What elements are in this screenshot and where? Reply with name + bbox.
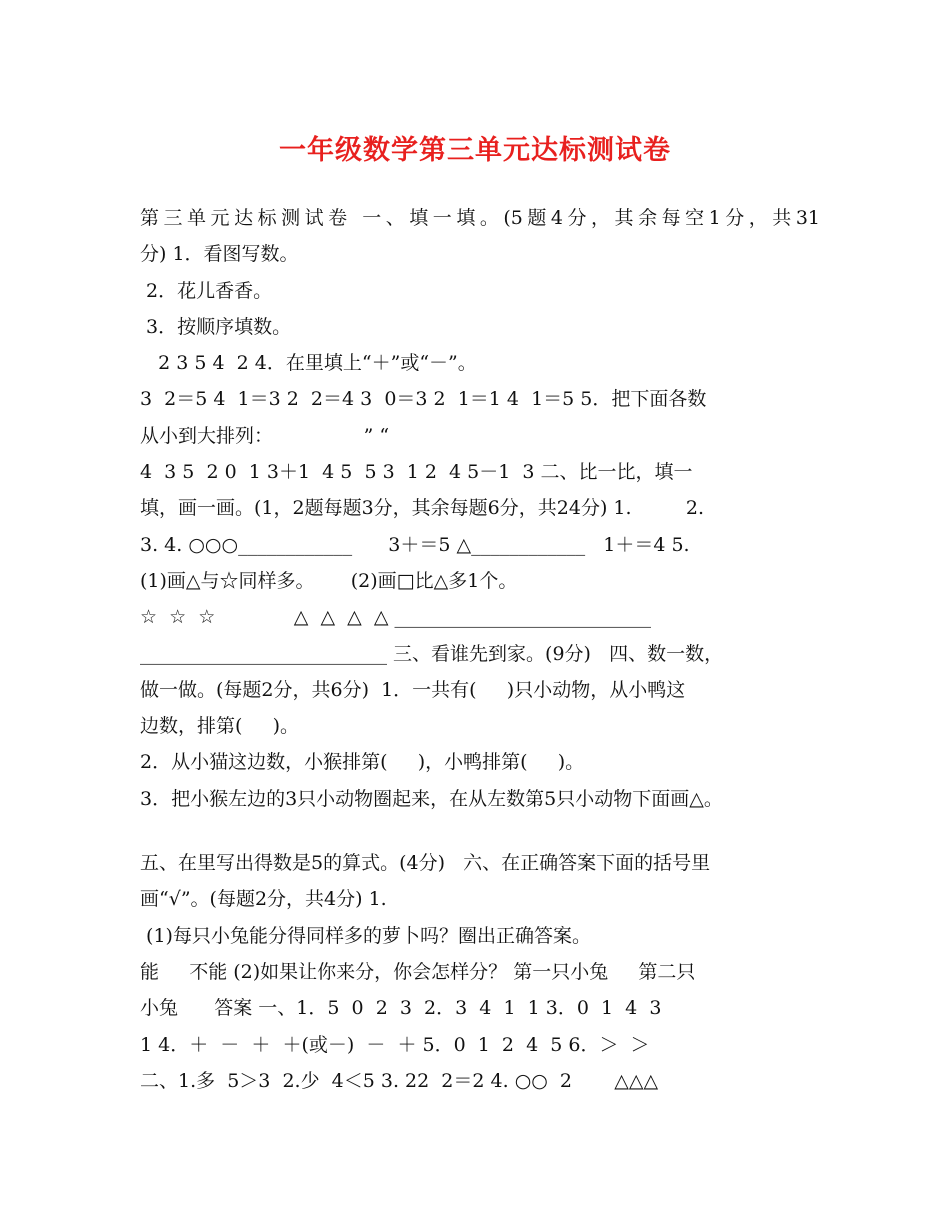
text-line: 画“√”。(每题2分，共4分) 1. (140, 888, 387, 911)
text-line: 4 3 5 2 0 1 3＋1 4 5 5 3 1 2 4 5－1 3 二、比一比，填一 (140, 461, 693, 484)
text-line: 边数，排第( )。 (140, 715, 300, 738)
text-line: 能 不能 (2)如果让你来分，你会怎样分？ 第一只小兔 第二只 (140, 960, 696, 983)
text-line: 1 4．＋ － ＋ ＋(或－) － ＋ 5．0 1 2 4 5 6．＞ ＞ (140, 1033, 650, 1056)
document-body (140, 200, 820, 1099)
text-line: 第三单元达标测试卷 一、填一填。(5题4分，其余每空1分，共31 (140, 207, 820, 229)
text-line: (1)画△与☆同样多。 (2)画□比△多1个。 (140, 569, 518, 592)
text-line: 3．把小猴左边的3只小动物圈起来，在从左数第5只小动物下面画△。 (140, 787, 723, 810)
text-line: 2 3 5 4 2 4．在里填上“＋”或“－”。 (140, 352, 477, 375)
text-line: ☆ ☆ ☆ △ △ △ △ ___________________________ (140, 606, 651, 629)
text-line: 二、1.多 5＞3 2.少 4＜5 3. 22 2＝2 4. ○○ 2 △△△ (140, 1069, 659, 1092)
document-title: 一年级数学第三单元达标测试卷 (279, 135, 671, 166)
text-line: (1)每只小兔能分得同样多的萝卜吗？圈出正确答案。 (140, 924, 591, 947)
text-line: 五、在里写出得数是5的算式。(4分) 六、在正确答案下面的括号里 (140, 852, 711, 875)
text-line: 分) 1．看图写数。 (140, 243, 299, 266)
text-line: 3. 4. ○○○____________ 3＋＝5 △____________ 1＋＝4 5. (140, 533, 690, 556)
text-line: 小兔 答案 一、1．5 0 2 3 2．3 4 1 1 3．0 1 4 3 (140, 997, 662, 1020)
text-line: 3 2＝5 4 1＝3 2 2＝4 3 0＝3 2 1＝1 4 1＝5 5．把下面各数 (140, 388, 707, 411)
text-line: 做一做。(每题2分，共6分) 1．一共有( )只小动物，从小鸭这 (140, 678, 686, 701)
text-line: 填，画一画。(1，2题每题3分，其余每题6分，共24分) 1. 2. (140, 497, 705, 520)
text-line: 2．花儿香香。 (140, 279, 273, 302)
text-line: 2．从小猫这边数，小猴排第( )，小鸭排第( )。 (140, 751, 585, 774)
text-line: __________________________ 三、看谁先到家。(9分) 四、数一数， (140, 642, 724, 665)
text-line: 3．按顺序填数。 (140, 315, 292, 338)
text-line: 从小到大排列： ” “ (140, 424, 390, 447)
